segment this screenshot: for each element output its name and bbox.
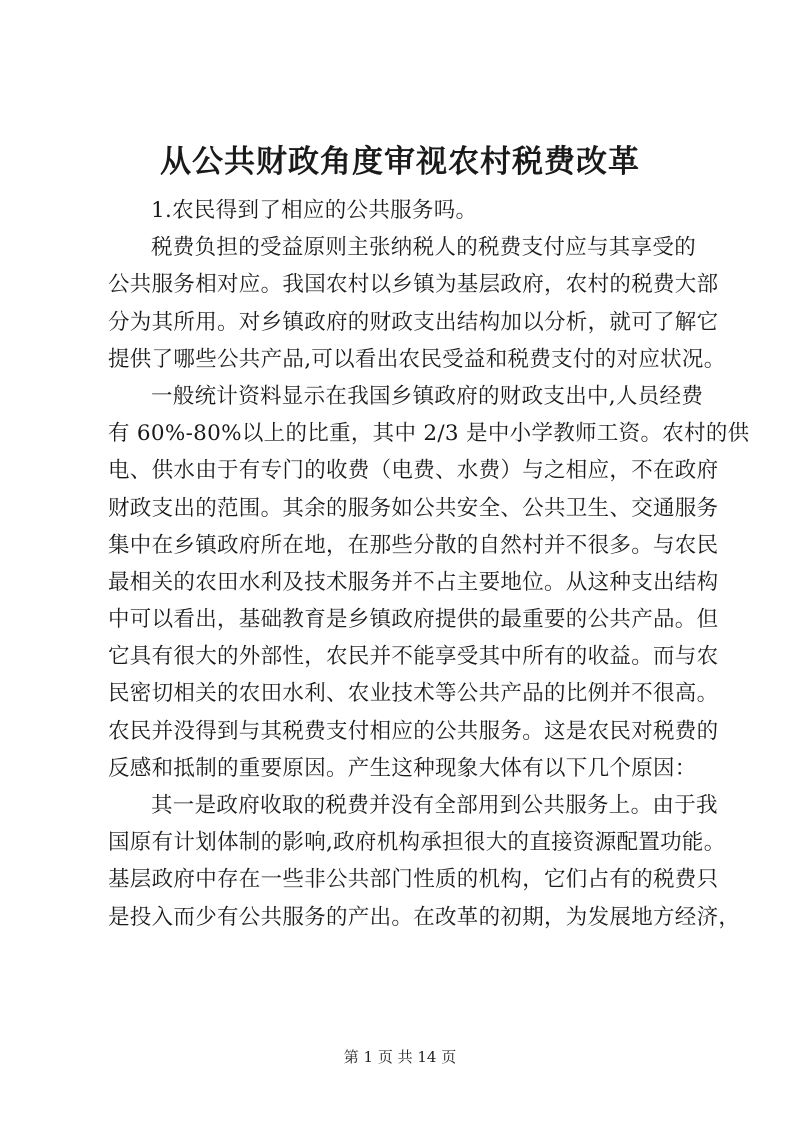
paragraph-line: 它具有很大的外部性，农民并不能享受其中所有的收益。而与农 bbox=[108, 644, 719, 670]
paragraph-line: 民密切相关的农田水利、农业技术等公共产品的比例并不很高。 bbox=[108, 681, 719, 707]
paragraph-line: 财政支出的范围。其余的服务如公共安全、公共卫生、交通服务 bbox=[108, 495, 719, 521]
paragraph-line: 集中在乡镇政府所在地，在那些分散的自然村并不很多。与农民 bbox=[108, 532, 719, 558]
paragraph-line: 农民并没得到与其税费支付相应的公共服务。这是农民对税费的 bbox=[108, 718, 719, 744]
section-heading: 1.农民得到了相应的公共服务吗。 bbox=[151, 198, 478, 223]
paragraph-line: 是投入而少有公共服务的产出。在改革的初期，为发展地方经济， bbox=[108, 904, 741, 930]
document-title: 从公共财政角度审视农村税费改革 bbox=[160, 144, 640, 180]
paragraph-line: 反感和抵制的重要原因。产生这种现象大体有以下几个原因： bbox=[108, 755, 697, 781]
paragraph-line: 分为其所用。对乡镇政府的财政支出结构加以分析，就可了解它 bbox=[108, 309, 719, 335]
paragraph-line: 国原有计划体制的影响,政府机构承担很大的直接资源配置功能。 bbox=[108, 830, 726, 856]
paragraph-line: 中可以看出，基础教育是乡镇政府提供的最重要的公共产品。但 bbox=[108, 607, 719, 633]
paragraph-line: 基层政府中存在一些非公共部门性质的机构，它们占有的税费只 bbox=[108, 867, 719, 893]
paragraph-line: 税费负担的受益原则主张纳税人的税费支付应与其享受的 bbox=[151, 235, 697, 261]
paragraph-line: 公共服务相对应。我国农村以乡镇为基层政府，农村的税费大部 bbox=[108, 272, 719, 298]
paragraph-line: 提供了哪些公共产品,可以看出农民受益和税费支付的对应状况。 bbox=[108, 346, 726, 372]
page-number-footer: 第 1 页 共 14 页 bbox=[343, 1048, 457, 1066]
document-body bbox=[108, 192, 750, 936]
paragraph-line: 有 60%-80%以上的比重，其中 2/3 是中小学教师工资。农村的供 bbox=[108, 421, 750, 447]
paragraph-line: 其一是政府收取的税费并没有全部用到公共服务上。由于我 bbox=[151, 793, 718, 818]
paragraph-line: 一般统计资料显示在我国乡镇政府的财政支出中,人员经费 bbox=[151, 383, 704, 409]
paragraph-line: 电、供水由于有专门的收费（电费、水费）与之相应，不在政府 bbox=[108, 458, 719, 484]
paragraph-line: 最相关的农田水利及技术服务并不占主要地位。从这种支出结构 bbox=[108, 569, 719, 595]
